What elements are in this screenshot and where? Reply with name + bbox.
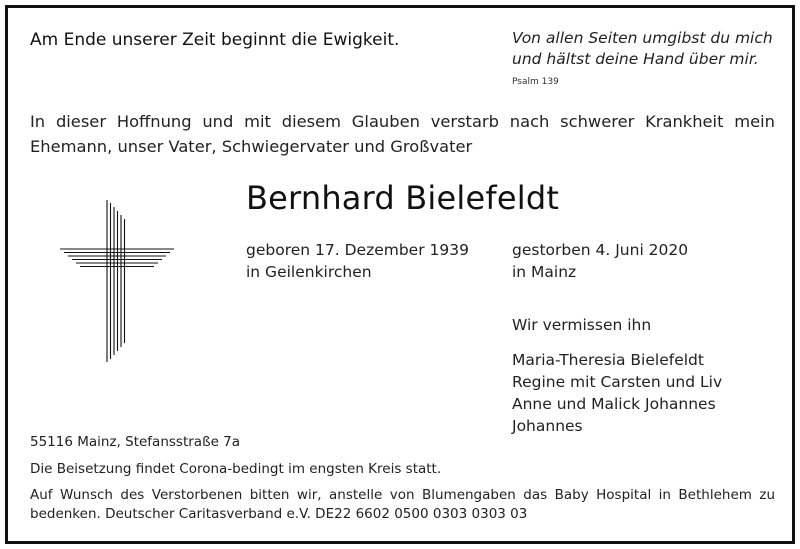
- mourner-name: Anne und Malick Johannes: [512, 395, 716, 413]
- mourners-heading: Wir vermissen ihn: [512, 316, 652, 334]
- address: 55116 Mainz, Stefansstraße 7a: [30, 434, 241, 450]
- psalm-line: Von allen Seiten umgibst du mich: [512, 29, 773, 47]
- mourner-name: Maria-Theresia Bielefeldt: [512, 351, 704, 369]
- motto: Am Ende unserer Zeit beginnt die Ewigkeit.: [30, 30, 400, 50]
- psalm-line: und hältst deine Hand über mir.: [512, 50, 759, 68]
- donation-note: Auf Wunsch des Verstorbenen bitten wir, anstelle von Blumengaben das Baby Hospital in Bethlehem zu bedenken. Deutscher Caritasverband e.V. DE22 6602 0500 0303 0303 03: [30, 487, 775, 522]
- death-info: [512, 239, 688, 283]
- mourner-name: Regine mit Carsten und Liv: [512, 373, 723, 391]
- birth-place: in Geilenkirchen: [246, 263, 372, 281]
- cross-icon: [56, 198, 178, 364]
- funeral-note: Die Beisetzung findet Corona-bedingt im engsten Kreis statt.: [30, 461, 442, 477]
- birth-info: [246, 239, 469, 283]
- obituary-frame: [5, 5, 795, 544]
- psalm-reference: Psalm 139: [512, 77, 559, 87]
- psalm-quote: [512, 28, 773, 70]
- birth-date: geboren 17. Dezember 1939: [246, 241, 469, 259]
- mourner-name: Johannes: [512, 417, 583, 435]
- mourners-list: [512, 349, 722, 437]
- intro-text: In dieser Hoffnung und mit diesem Glauben verstarb nach schwerer Krankheit mein Ehemann, unser Vater, Schwiegervater und Großvater: [30, 112, 775, 156]
- death-place: in Mainz: [512, 263, 577, 281]
- death-date: gestorben 4. Juni 2020: [512, 241, 689, 259]
- deceased-name: Bernhard Bielefeldt: [246, 179, 560, 217]
